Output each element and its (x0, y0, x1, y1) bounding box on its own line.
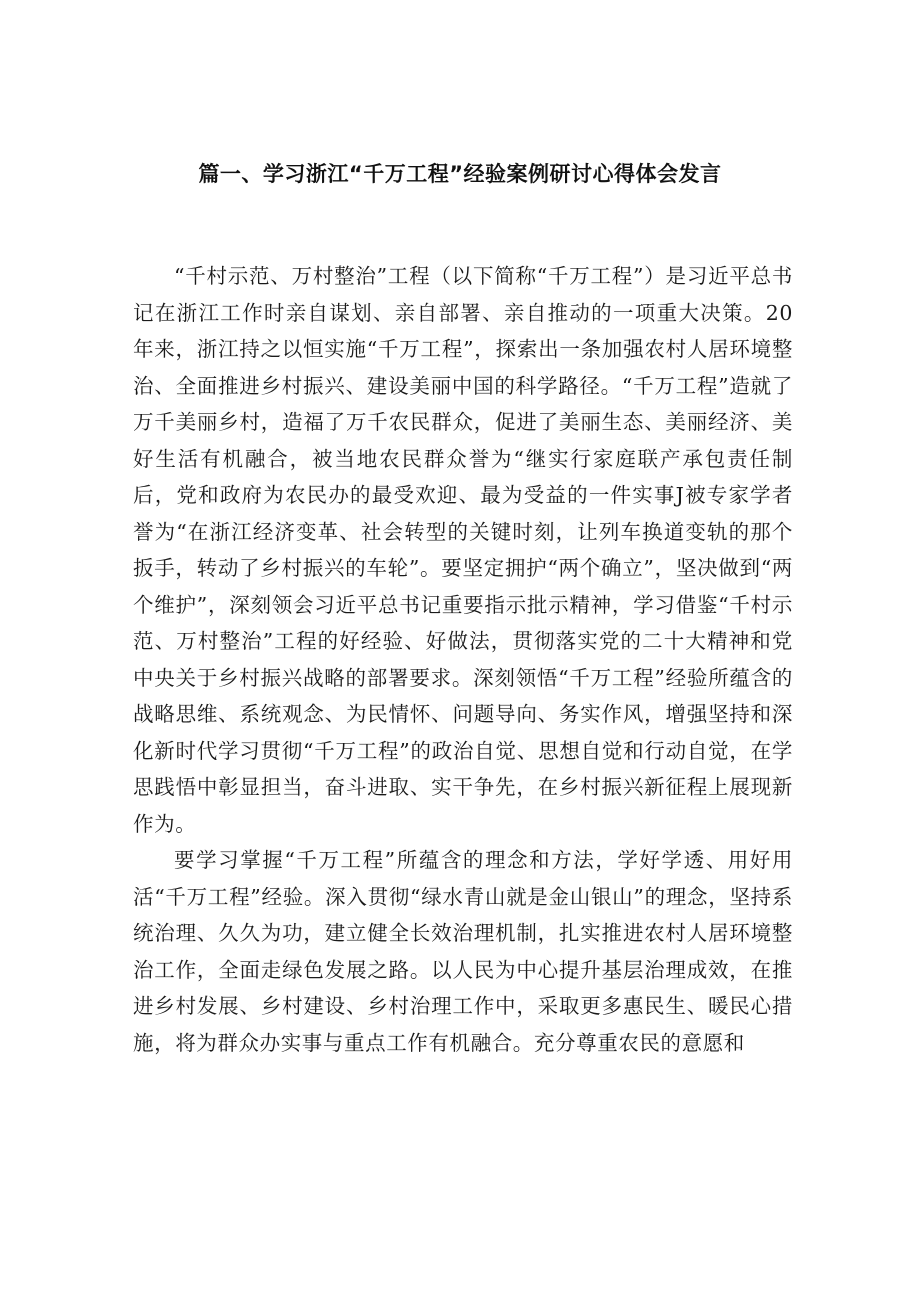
paragraph-2: 要学习掌握“千万工程”所蕴含的理念和方法，学好学透、用好用活“千万工程”经验。深入贯彻“绿水青山就是金山银山”的理念，坚持系统治理、久久为功，建立健全长效治理机制，扎实推进农村人居环境整治工作，全面走绿色发展之路。以人民为中心提升基层治理成效，在推进乡村发展、乡村建设、乡村治理工作中，采取更多惠民生、暖民心措施，将为群众办实事与重点工作有机融合。充分尊重农民的意愿和 (133, 848, 793, 1055)
document-title: 篇一、学习浙江“千万工程”经验案例研讨心得体会发言 (198, 162, 722, 186)
paragraph-1: “千村示范、万村整治”工程（以下简称“千万工程”）是习近平总书记在浙江工作时亲自谋划、亲自部署、亲自推动的一项重大决策。20年来，浙江持之以恒实施“千万工程”，探索出一条加强农村人居环境整治、全面推进乡村振兴、建设美丽中国的科学路径。“千万工程”造就了万千美丽乡村，造福了万千农民群众，促进了美丽生态、美丽经济、美好生活有机融合，被当地农民群众誉为“继实行家庭联产承包责任制后，党和政府为农民办的最受欢迎、最为受益的一件实事J被专家学者誉为“在浙江经济变革、社会转型的关键时刻，让列车换道变轨的那个扳手，转动了乡村振兴的车轮”。要坚定拥护“两个确立”，坚决做到“两个维护”，深刻领会习近平总书记重要指示批示精神，学习借鉴“千村示范、万村整治”工程的好经验、好做法，贯彻落实党的二十大精神和党中央关于乡村振兴战略的部署要求。深刻领悟“千万工程”经验所蕴含的战略思维、系统观念、为民情怀、问题导向、务实作风，增强坚持和深化新时代学习贯彻“千万工程”的政治自觉、思想自觉和行动自觉，在学思践悟中彰显担当，奋斗进取、实干争先，在乡村振兴新征程上展现新作为。 (133, 264, 793, 836)
document-body (133, 258, 793, 1061)
